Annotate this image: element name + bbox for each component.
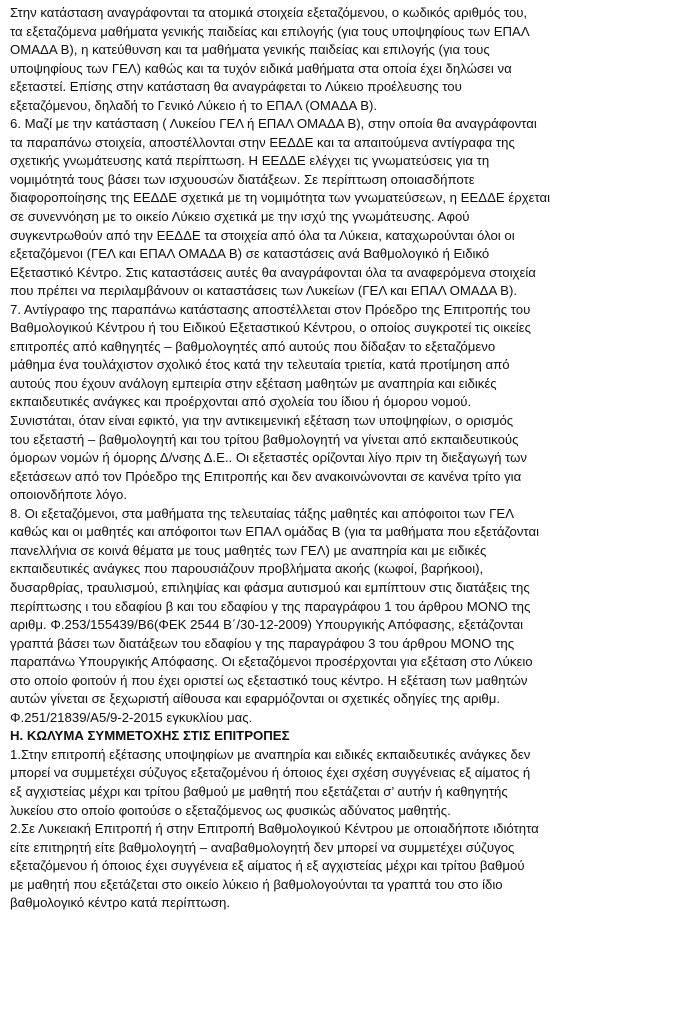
text-line: Εξεταστικό Κέντρο. Στις καταστάσεις αυτές θα αναγράφονται όλα τα αναφερόμενα στοιχεία [10,264,536,280]
text-line: υποψηφίους των ΓΕΛ) καθώς και τα τυχόν ειδικά μαθήματα στα οποία έχει δηλώσει να [10,60,512,76]
text-line: λυκείου στο οποίο φοιτούσε ο εξεταζόμενος ως φυσικώς αδύνατος μαθητής. [10,802,451,818]
text-line: επιτροπές από καθηγητές – βαθμολογητές από αυτούς που δίδαξαν το εξεταζόμενο [10,338,496,354]
text-line: εξετάσεων από τον Πρόεδρο της Επιτροπής και δεν ανακοινώνονται σε κανένα τρίτο για [10,468,522,484]
text-line: δυσαρθρίας, τραυλισμού, επιληψίας και φάσμα αυτισμού και εμπίπτουν στις διατάξεις της [10,579,530,595]
text-line: Φ.251/21839/Α5/9-2-2015 εγκυκλίου μας. [10,709,253,725]
text-line: εξεταστεί. Επίσης στην κατάσταση θα αναγράφεται το Λύκειο προέλευσης του [10,79,462,95]
text-line: Στην κατάσταση αναγράφονται τα ατομικά στοιχεία εξεταζόμενου, ο κωδικός αριθμός του, [10,5,528,20]
text-line: εκπαιδευτικές ανάγκες και προέρχονται από σχολεία του ίδιου ή όμορου νομού. [10,394,472,410]
text-line: σχετικής γνωμάτευσης κατά περίπτωση. Η ΕΕΔΔΕ ελέγχει τις γνωματεύσεις για τη [10,153,490,169]
text-line: τα παραπάνω στοιχεία, αποστέλλονται στην ΕΕΔΔΕ και τα απαιτούμενα αντίγραφα της [10,134,515,150]
text-line: 8. Οι εξεταζόμενοι, στα μαθήματα της τελευταίας τάξης μαθητές και απόφοιτοι των ΓΕΛ [10,505,515,521]
text-line: αυτών γίνεται σε ξεχωριστή αίθουσα και εφαρμόζονται οι σχετικές οδηγίες της αριθμ. [10,691,501,707]
text-line: μπορεί να συμμετέχει σύζυγος εξεταζομένου ή όποιος έχει σχέση συγγένειας εξ αίματος ή [10,765,531,781]
text-line: μάθημα ένα τουλάχιστον σχολικό έτος κατά την τελευταία τριετία, κατά προτίμηση από [10,357,510,373]
text-line: εξεταζόμενου ή όποιος έχει συγγένεια εξ αίματος ή εξ αγχιστείας μέχρι και τρίτου βαθμού [10,858,525,874]
text-line: είτε επιτηρητή είτε βαθμολογητή – αναβαθμολογητή δεν μπορεί να συμμετέχει σύζυγος [10,839,515,855]
text-line: αριθμ. Φ.253/155439/Β6(ΦΕΚ 2544 Β΄/30-12-2009) Υπουργικής Απόφασης, εξετάζονται [10,617,524,633]
text-line: του εξεταστή – βαθμολογητή και του τρίτου βαθμολογητή να γίνεται από εκπαιδευτικούς [10,431,519,447]
text-line: καθώς και οι μαθητές και απόφοιτοι των ΕΠΑΛ ομάδας Β (για τα μαθήματα που εξετάζονται [10,524,539,540]
text-line: σε συνεννόηση με το οικείο Λύκειο σχετικά με την ισχύ της γνωμάτευσης. Αφού [10,209,470,225]
section-text [10,746,669,913]
text-line: με μαθητή που εξετάζεται στο οικείο λύκειο ή βαθμολογούνται τα γραπτά του στο ίδιο [10,876,503,892]
section-heading: Η. ΚΩΛΥΜΑ ΣΥΜΜΕΤΟΧΗΣ ΣΤΙΣ ΕΠΙΤΡΟΠΕΣ [10,728,290,744]
text-line: οποιονδήποτε λόγο. [10,487,128,503]
text-line: νομιμότητά τους βάσει των ισχυουσών διατάξεων. Σε περίπτωση οποιασδήποτε [10,171,475,187]
text-line: τα εξεταζόμενα μαθήματα γενικής παιδείας και επιλογής (για τους υποψηφίους των ΕΠΑΛ [10,23,530,39]
text-line: που πρέπει να περιλαμβάνουν οι καταστάσεις των Λυκείων (ΓΕΛ και ΕΠΑΛ ΟΜΑΔΑ Β). [10,283,518,299]
text-line: αυτούς που έχουν ανάλογη εμπειρία στην εξέταση μαθητών με αναπηρία και ειδικές [10,375,497,391]
text-line: 2.Σε Λυκειακή Επιτροπή ή στην Επιτροπή Βαθμολογικού Κέντρου με οποιαδήποτε ιδιότητα [10,821,539,837]
text-line: 6. Μαζί με την κατάσταση ( Λυκείου ΓΕΛ ή ΕΠΑΛ ΟΜΑΔΑ Β), στην οποία θα αναγράφονται [10,116,537,132]
text-line: εξεταζόμενοι (ΓΕΛ και ΕΠΑΛ ΟΜΑΔΑ Β) σε καταστάσεις ανά Βαθμολογικό ή Ειδικό [10,246,490,262]
text-line: βαθμολογικό κέντρο κατά περίπτωση. [10,895,231,911]
text-line: γραπτά βάσει των διατάξεων του εδαφίου γ της παραγράφου 3 του άρθρου ΜΟΝΟ της [10,635,515,651]
text-line: στο οποίο φοιτούν ή που έχει οριστεί ως εξεταστικό τους κέντρο. Η εξέταση των μαθητών [10,672,528,688]
text-line: ΟΜΑΔΑ Β), η κατεύθυνση και τα μαθήματα γενικής παιδείας και επιλογής (για τους [10,42,490,58]
text-line: εκπαιδευτικές ανάγκες που παρουσιάζουν προβλήματα ακοής (κωφοί, βαρήκοοι), [10,561,484,577]
body-text [10,4,669,727]
text-line: εξεταζόμενου, δηλαδή το Γενικό Λύκειο ή το ΕΠΑΛ (ΟΜΑΔΑ Β). [10,97,378,113]
text-line: Συνιστάται, όταν είναι εφικτό, για την αντικειμενική εξέταση των υποψηφίων, ο ορισμός [10,413,514,429]
text-line: πανελλήνια σε κοινά θέματα με τους μαθητές των ΓΕΛ) με αναπηρία και με ειδικές [10,542,487,558]
text-line: περίπτωσης ι του εδαφίου β και του εδαφίου γ της παραγράφου 1 του άρθρου ΜΟΝΟ της [10,598,531,614]
text-line: εξ αγχιστείας μέχρι και τρίτου βαθμού με μαθητή που εξετάζεται σ’ αυτήν ή καθηγητής [10,783,508,799]
text-line: συγκεντρωθούν από την ΕΕΔΔΕ τα στοιχεία από όλα τα Λύκεια, καταχωρούνται όλοι οι [10,227,515,243]
text-line: Βαθμολογικού Κέντρου ή του Ειδικού Εξεταστικού Κέντρου, ο οποίος συγκροτεί τις οικείες [10,320,531,336]
text-line: παραπάνω Υπουργικής Απόφασης. Οι εξεταζόμενοι προσέρχονται για εξέταση στο Λύκειο [10,654,533,670]
text-line: 1.Στην επιτροπή εξέτασης υποψηφίων με αναπηρία και ειδικές εκπαιδευτικές ανάγκες δεν [10,746,531,762]
text-line: 7. Αντίγραφο της παραπάνω κατάστασης αποστέλλεται στον Πρόεδρο της Επιτροπής του [10,301,531,317]
text-line: διαφοροποίησης της ΕΕΔΔΕ σχετικά με τη νομιμότητα των γνωματεύσεων, η ΕΕΔΔΕ έρχεται [10,190,551,206]
text-line: όμορων νομών ή όμορης Δ/νσης Δ.Ε.. Οι εξεταστές ορίζονται λίγο πριν τη διεξαγωγή των [10,450,527,466]
